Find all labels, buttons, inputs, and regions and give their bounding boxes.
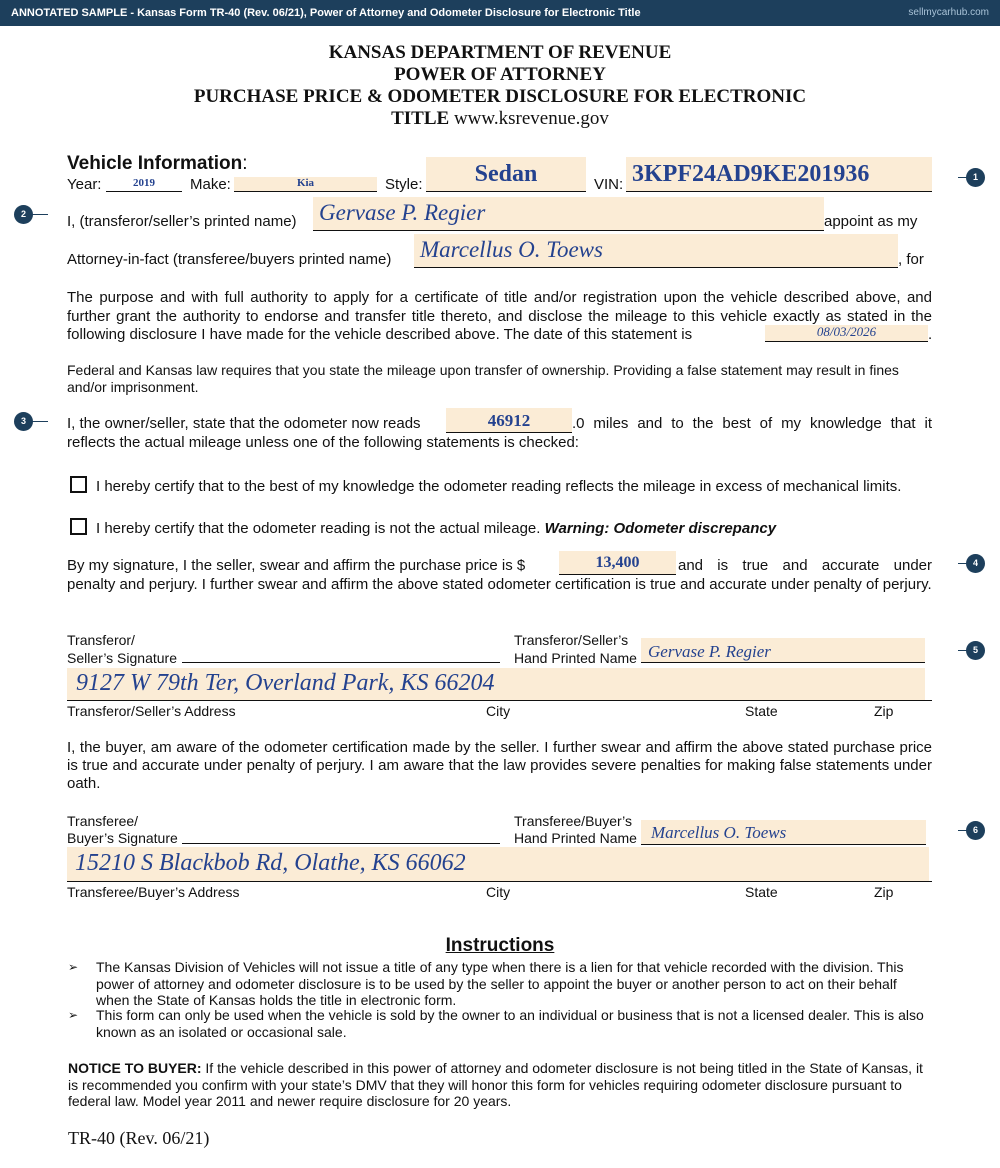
seller-city-label: City (486, 703, 511, 719)
buyer-state-label: State (745, 884, 778, 900)
seller-hand-printed-name-field[interactable]: Gervase P. Regier (648, 642, 771, 661)
for-text: , for (898, 251, 924, 268)
form-number-footer: TR-40 (Rev. 06/21) (68, 1128, 210, 1148)
not-actual-mileage-checkbox[interactable] (70, 518, 87, 535)
buyer-address-label: Transferee/Buyer’s Address (67, 884, 240, 900)
form-subtitle: PURCHASE PRICE & ODOMETER DISCLOSURE FOR ELECTRONIC (193, 86, 807, 107)
buyer-city-label: City (486, 884, 511, 900)
style-label: Style: (385, 176, 423, 193)
make-line (234, 191, 377, 192)
form-title: POWER OF ATTORNEY (394, 64, 606, 85)
mechanical-limits-checkbox[interactable] (70, 476, 87, 493)
buyer-printed-name-line (641, 844, 926, 845)
price-line (559, 574, 676, 575)
annotation-marker-1[interactable]: 1 (966, 168, 985, 187)
year-label: Year: (67, 176, 102, 193)
banner-site-link[interactable]: sellmycarhub.com (908, 7, 989, 18)
instructions-heading: Instructions (445, 935, 555, 956)
buyer-name-label: Attorney-in-fact (transferee/buyers printed name) (67, 251, 392, 268)
purpose-text: The purpose and with full authority to apply for a certificate of title and/or registration upon the vehicle described above, and further grant the authority to endorse and transfer title thereto, and disclose the mileage to this vehicle exactly as stated in the following disclosure I have made for the vehicle described above. The date of this statement is (67, 289, 932, 343)
seller-printed-name-line (641, 662, 925, 663)
price-affirmation-text: penalty and perjury. I further swear and affirm the above stated odometer certification is true and accurate under penalty of perjury. (67, 576, 932, 593)
purchase-price-field[interactable]: 13,400 (595, 554, 640, 571)
notice-to-buyer (68, 1060, 932, 1110)
form-subtitle-line2 (0, 108, 1000, 130)
form-subtitle-title-word: TITLE (391, 108, 450, 129)
seller-address-line (67, 700, 932, 701)
seller-address-label: Transferor/Seller’s Address (67, 703, 236, 719)
vehicle-info-heading-text: Vehicle Information (67, 153, 243, 174)
buyer-address-field[interactable]: 15210 S Blackbob Rd, Olathe, KS 66062 (75, 850, 466, 876)
website-url: www.ksrevenue.gov (453, 108, 609, 129)
banner-title: ANNOTATED SAMPLE - Kansas Form TR-40 (Rev. 06/21), Power of Attorney and Odometer Disclosure for Electronic Title (11, 7, 641, 19)
odometer-pre-text: I, the owner/seller, state that the odometer now reads (67, 415, 421, 432)
statement-date-field[interactable]: 08/03/2026 (816, 324, 877, 339)
not-actual-mileage-text (96, 520, 776, 538)
vin-field[interactable]: 3KPF24AD9KE201936 (632, 161, 870, 187)
seller-address-field[interactable]: 9127 W 79th Ter, Overland Park, KS 66204 (76, 670, 495, 696)
federal-notice: Federal and Kansas law requires that you state the mileage upon transfer of ownership. Providing a false statement may result in fines and/or imprisonment. (67, 362, 899, 395)
mechanical-limits-text: I hereby certify that to the best of my knowledge the odometer reading reflects the mileage in excess of mechanical limits. (96, 478, 902, 495)
seller-signature-label-1: Transferor/ (67, 632, 135, 648)
buyer-address-line (67, 881, 932, 882)
notice-label: NOTICE TO BUYER: (68, 1060, 202, 1076)
annotation-marker-3[interactable]: 3 (14, 412, 33, 431)
buyer-signature-label-2: Buyer’s Signature (67, 830, 178, 846)
appoint-text: appoint as my (824, 213, 918, 230)
buyer-name-line (414, 267, 898, 268)
annotation-marker-2[interactable]: 2 (14, 205, 33, 224)
make-label: Make: (190, 176, 231, 193)
date-line (765, 341, 928, 342)
buyer-printed-name-field[interactable]: Marcellus O. Toews (420, 237, 603, 262)
price-post-text: and is true and accurate under (678, 557, 932, 574)
seller-printed-label-2: Hand Printed Name (514, 650, 637, 666)
odometer-line (446, 432, 572, 433)
year-field[interactable]: 2019 (133, 177, 155, 189)
instruction-item-2: This form can only be used when the vehicle is sold by the owner to an individual or business that is not a licensed dealer. This is also known as an isolated or occasional sale. (96, 1007, 924, 1040)
bullet-icon: ➢ (68, 1008, 79, 1022)
seller-name-line (313, 230, 824, 231)
odometer-line2: reflects the actual mileage unless one of the following statements is checked: (67, 434, 579, 451)
annotation-banner (0, 0, 1000, 26)
year-line (106, 191, 182, 192)
seller-zip-label: Zip (874, 703, 894, 719)
vin-line (626, 191, 932, 192)
date-period: . (928, 326, 933, 343)
odometer-discrepancy-warning: Warning: Odometer discrepancy (544, 520, 777, 537)
notice-text: If the vehicle described in this power of attorney and odometer disclosure is not being titled in the State of Kansas, it is recommended you confirm with your state’s DMV that they will honor this form for vehicles requiring odometer disclosure pursuant to federal law. Model year 2011 and newer require disclosure for 20 years. (68, 1060, 923, 1109)
style-line (426, 191, 586, 192)
vin-label: VIN: (594, 176, 624, 193)
vehicle-info-colon: : (242, 153, 248, 174)
not-actual-mileage-label: I hereby certify that the odometer reading is not the actual mileage. (96, 520, 541, 537)
vehicle-info-heading (67, 153, 248, 175)
instruction-item-1: The Kansas Division of Vehicles will not issue a title of any type when there is a lien for that vehicle recorded with the division. This power of attorney and odometer disclosure is to be used by the seller to appoint the buyer or another person to act on their behalf when the State of Kansas holds the title in electronic form. (96, 959, 904, 1008)
buyer-hand-printed-name-field[interactable]: Marcellus O. Toews (651, 823, 787, 842)
bullet-icon: ➢ (68, 960, 79, 974)
seller-signature-label-2: Seller’s Signature (67, 650, 177, 666)
buyer-signature-label-1: Transferee/ (67, 813, 139, 829)
buyer-printed-label-1: Transferee/Buyer’s (514, 813, 633, 829)
seller-printed-label-1: Transferor/Seller’s (514, 632, 629, 648)
odometer-reading-field[interactable]: 46912 (487, 411, 531, 430)
price-pre-text: By my signature, I the seller, swear and affirm the purchase price is $ (67, 557, 526, 574)
buyer-signature-field[interactable] (182, 843, 500, 844)
odometer-post-text: .0 miles and to the best of my knowledge that it (572, 415, 932, 432)
annotation-marker-4[interactable]: 4 (966, 554, 985, 573)
annotation-marker-6[interactable]: 6 (966, 821, 985, 840)
seller-state-label: State (745, 703, 778, 719)
style-field[interactable]: Sedan (474, 161, 538, 187)
annotation-marker-5[interactable]: 5 (966, 641, 985, 660)
make-field[interactable]: Kia (296, 177, 315, 189)
buyer-zip-label: Zip (874, 884, 894, 900)
seller-signature-field[interactable] (182, 662, 500, 663)
seller-name-label: I, (transferor/seller’s printed name) (67, 213, 297, 230)
buyer-statement: I, the buyer, am aware of the odometer certification made by the seller. I further swear and affirm the above stated purchase price is true and accurate under penalty of perjury. I am aware that the law provides severe penalties for making false statements under oath. (67, 739, 932, 792)
buyer-printed-label-2: Hand Printed Name (514, 830, 637, 846)
agency-title: KANSAS DEPARTMENT OF REVENUE (328, 42, 672, 63)
seller-printed-name-field[interactable]: Gervase P. Regier (319, 200, 486, 225)
